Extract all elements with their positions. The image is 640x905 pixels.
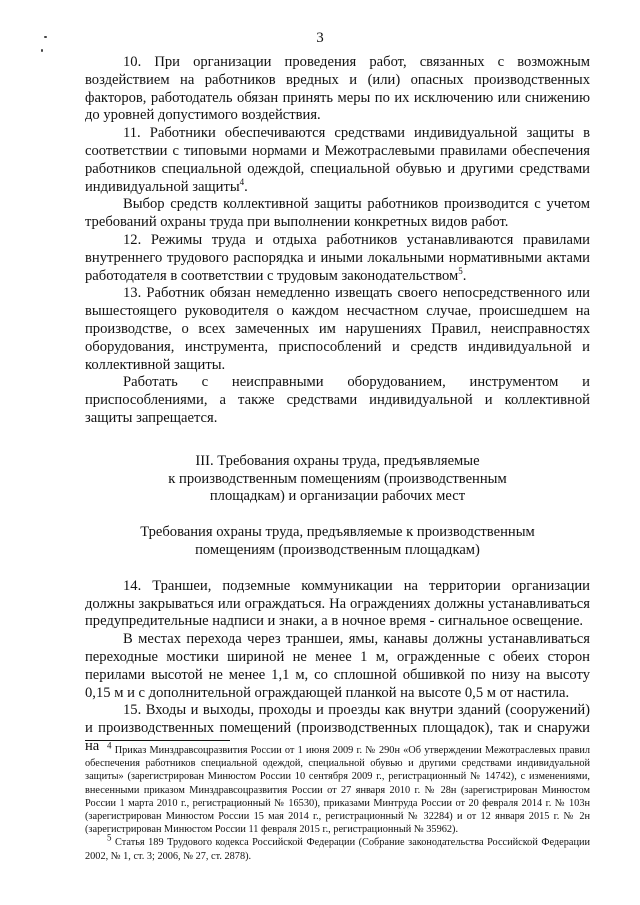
footnote-4 xyxy=(85,740,590,836)
footnote-ref-5: 5 xyxy=(458,265,463,276)
paragraph-11-text: 11. Работники обеспечиваются средствами индивидуальной защиты в соответствии с типовыми нормами и Межотраслевыми правилами обеспечения работников специальной одеждой, специальной обувью и другими средствами индивидуальной защиты xyxy=(85,125,590,195)
paragraph-12-end: . xyxy=(462,267,467,284)
paragraph-14b: В местах перехода через траншеи, ямы, канавы должны устанавливаться переходные мостики шириной не менее 1 м, огражденные с обеих сторон перилами высотой не менее 1,1 м, со сплошной обшивкой по низу на высоту 0,15 м и с дополнительной ограждающей планкой на высоте 0,5 м от настила. xyxy=(85,631,590,701)
paragraph-11-end: . xyxy=(244,178,248,195)
footnotes xyxy=(85,740,590,863)
footnote-5 xyxy=(85,833,590,862)
footnote-4-text: Приказ Минздравсоцразвития России от 1 июня 2009 г. № 290н «Об утверждении Межотраслевых правил обеспечения работников специальной одеждой, специальной обувью и другими средствами индивидуальной защиты» (зарегистрирован Минюстом России 10 сентября 2009 г., регистрационный № 14742), с изменениями, внесенными приказом Минздравсоцразвития России от 27 января 2010 г. № 28н (зарегистрирован Минюстом России 1 марта 2010 г., регистрационный № 16530), приказами Минтруда России от 20 февраля 2014 г. № 103н (зарегистрирован Минюстом России 15 мая 2014 г., регистрационный № 32284) и от 12 января 2015 г. № 2н (зарегистрирован Минюстом России 11 февраля 2015 г., регистрационный № 35962). xyxy=(85,745,590,836)
section-heading-line: к производственным помещениям (производственным xyxy=(168,470,507,487)
page-number: 3 xyxy=(316,30,324,46)
footnote-5-text: Статья 189 Трудового кодекса Российской Федерации (Собрание законодательства Российской Федерации 2002, № 1, ст. 3; 2006, № 27, ст. 2878). xyxy=(85,837,590,862)
subheading-line: Требования охраны труда, предъявляемые к производственным xyxy=(140,524,535,541)
subheading-line: помещениям (производственным площадкам) xyxy=(195,541,480,558)
paragraph-14: 14. Траншеи, подземные коммуникации на территории организации должны закрываться или ограждаться. На ограждениях должны устанавливаться предупредительные надписи и знаки, а в ночное время - сигнальное освещение. xyxy=(85,577,590,630)
paragraph-10: 10. При организации проведения работ, связанных с возможным воздействием на работников вредных и (или) опасных производственных факторов, работодатель обязан принять меры по их исключению или снижению до уровней допустимого воздействия. xyxy=(85,54,590,124)
scan-mark xyxy=(41,49,43,52)
footnote-ref-4: 4 xyxy=(239,176,245,187)
paragraph-11 xyxy=(85,125,590,196)
document-body xyxy=(85,54,590,756)
footnote-mark-4: 4 xyxy=(107,740,112,751)
paragraph-11b: Выбор средств коллективной защиты работников производится с учетом требований охраны труда при выполнении конкретных видов работ. xyxy=(85,196,590,231)
paragraph-15: 15. Входы и выходы, проходы и проезды как внутри зданий (сооружений) и производственных помещений (производственных площадок), так и снаружи на xyxy=(85,702,590,754)
footnote-mark-5: 5 xyxy=(107,833,112,843)
paragraph-12-text: 12. Режимы труда и отдыха работников устанавливаются правилами внутреннего трудового распорядка и иными локальными нормативными актами работодателя в соответствии с трудовым законодательством xyxy=(85,231,590,284)
paragraph-13b: Работать с неисправными оборудованием, инструментом и приспособлениями, а также средствами индивидуальной и коллективной защиты запрещается. xyxy=(85,374,590,426)
paragraph-13: 13. Работник обязан немедленно извещать своего непосредственного или вышестоящего руководителя о каждом несчастном случае, происшедшем на производстве, о всех замеченных им нарушениях Правил, неисправностях оборудования, инструмента, приспособлений и средств индивидуальной и коллективной защиты. xyxy=(85,285,590,373)
subheading xyxy=(85,524,590,560)
section-heading-line: III. Требования охраны труда, предъявляемые xyxy=(195,452,480,469)
section-heading xyxy=(85,453,590,506)
paragraph-12 xyxy=(85,232,590,285)
section-heading-line: площадкам) и организации рабочих мест xyxy=(209,488,466,505)
